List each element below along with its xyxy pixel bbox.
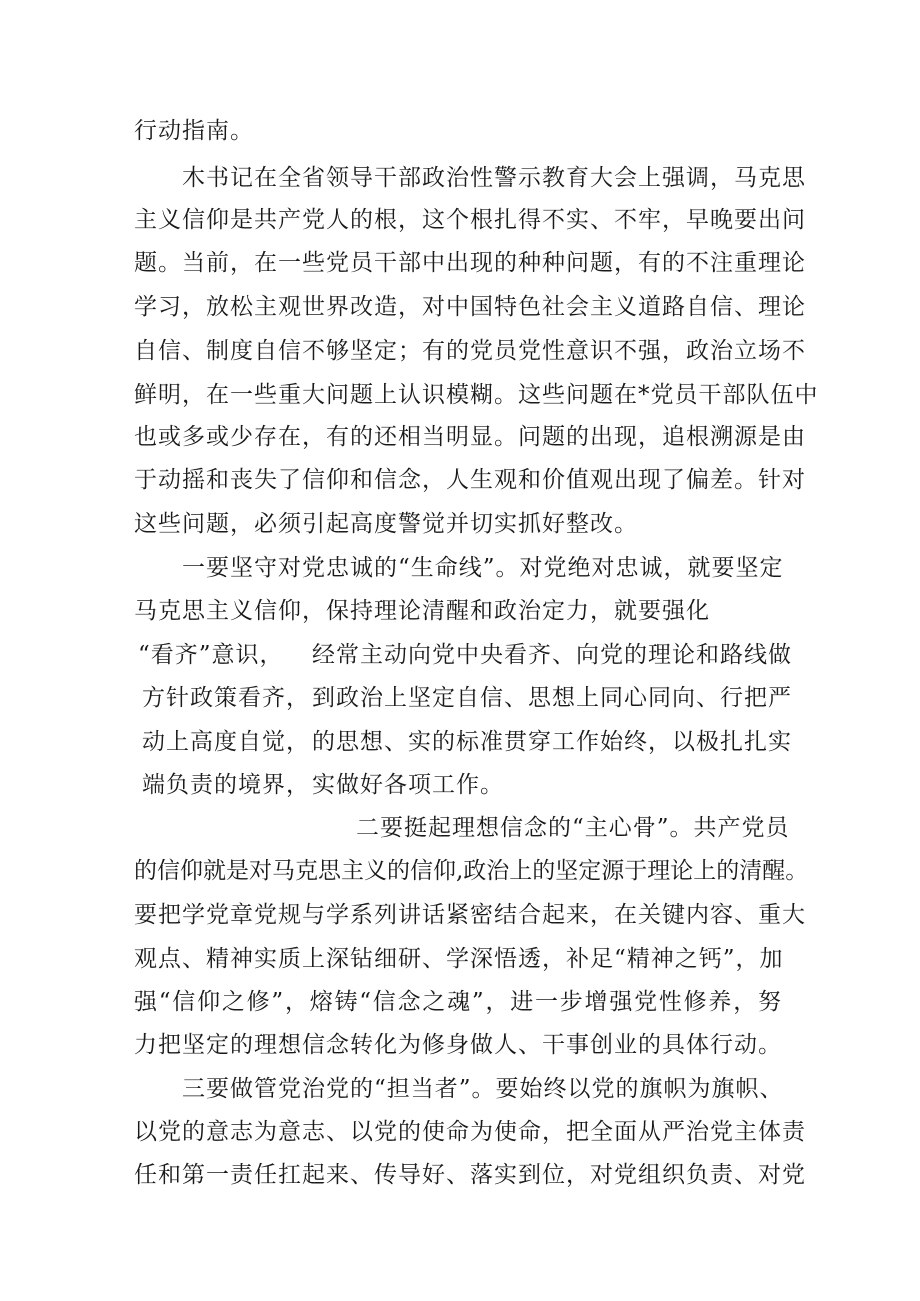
text-line: 以党的意志为意志、以党的使命为使命，把全面从严治党主体责 bbox=[134, 1119, 806, 1145]
text-line: 力把坚定的理想信念转化为修身做人、干事创业的具体行动。 bbox=[134, 1032, 782, 1058]
text-line: 主义信仰是共产党人的根，这个根扎得不实、不牢，早晚要出问 bbox=[134, 207, 806, 233]
text-line: 强“信仰之修”，熔铸“信念之魂”，进一步增强党性修养，努 bbox=[134, 989, 782, 1015]
text-line: 一要坚守对党忠诚的“生命线”。对党绝对忠诚，就要坚定 bbox=[182, 555, 784, 581]
text-line: 的信仰就是对马克思主义的信仰,政治上的坚定源于理论上的清醒。 bbox=[134, 858, 809, 884]
text-line: 马克思主义信仰，保持理论清醒和政治定力，就要强化 bbox=[134, 598, 710, 624]
text-line: 这些问题，必须引起高度警觉并切实抓好整改。 bbox=[134, 511, 638, 537]
text-line: 动上高度自觉， bbox=[142, 729, 310, 755]
text-line: 鲜明，在一些重大问题上认识模糊。这些问题在*党员干部队伍中 bbox=[134, 382, 819, 408]
text-line: 三要做管党治党的“担当者”。要始终以党的旗帜为旗帜、 bbox=[182, 1076, 784, 1102]
text-line: 要把学党章党规与学系列讲话紧密结合起来，在关键内容、重大 bbox=[134, 902, 806, 928]
text-line: “看齐”意识， bbox=[138, 642, 284, 668]
text-line: 于动摇和丧失了信仰和信念，人生观和价值观出现了偏差。针对 bbox=[134, 467, 806, 493]
text-line: 观点、精神实质上深钻细研、学深悟透，补足“精神之钙”，加 bbox=[134, 946, 784, 972]
text-line: 也或多或少存在，有的还相当明显。问题的出现，追根溯源是由 bbox=[134, 424, 806, 450]
text-line: 方针政策看齐， bbox=[142, 685, 310, 711]
text-line: 自信、制度自信不够坚定；有的党员党性意识不强，政治立场不 bbox=[134, 338, 806, 364]
text-line: 到政治上坚定自信、思想上同心同向、行把严 bbox=[312, 685, 792, 711]
text-line: 学习，放松主观世界改造，对中国特色社会主义道路自信、理论 bbox=[134, 294, 806, 320]
text-line: 二要挺起理想信念的“主心骨”。共产党员 bbox=[356, 815, 790, 841]
text-line: 任和第一责任扛起来、传导好、落实到位，对党组织负责、对党 bbox=[134, 1162, 806, 1188]
text-line: 的思想、实的标准贯穿工作始终，以极扎扎实 bbox=[312, 729, 792, 755]
text-line: 经常主动向党中央看齐、向党的理论和路线做 bbox=[312, 642, 792, 668]
text-line: 题。当前，在一些党员干部中出现的种种问题，有的不注重理论 bbox=[134, 250, 806, 276]
text-line: 行动指南。 bbox=[134, 118, 254, 144]
text-line: 端负责的境界， bbox=[142, 772, 310, 798]
text-line: 木书记在全省领导干部政治性警示教育大会上强调，马克思 bbox=[182, 165, 806, 191]
text-line: 实做好各项工作。 bbox=[312, 772, 504, 798]
